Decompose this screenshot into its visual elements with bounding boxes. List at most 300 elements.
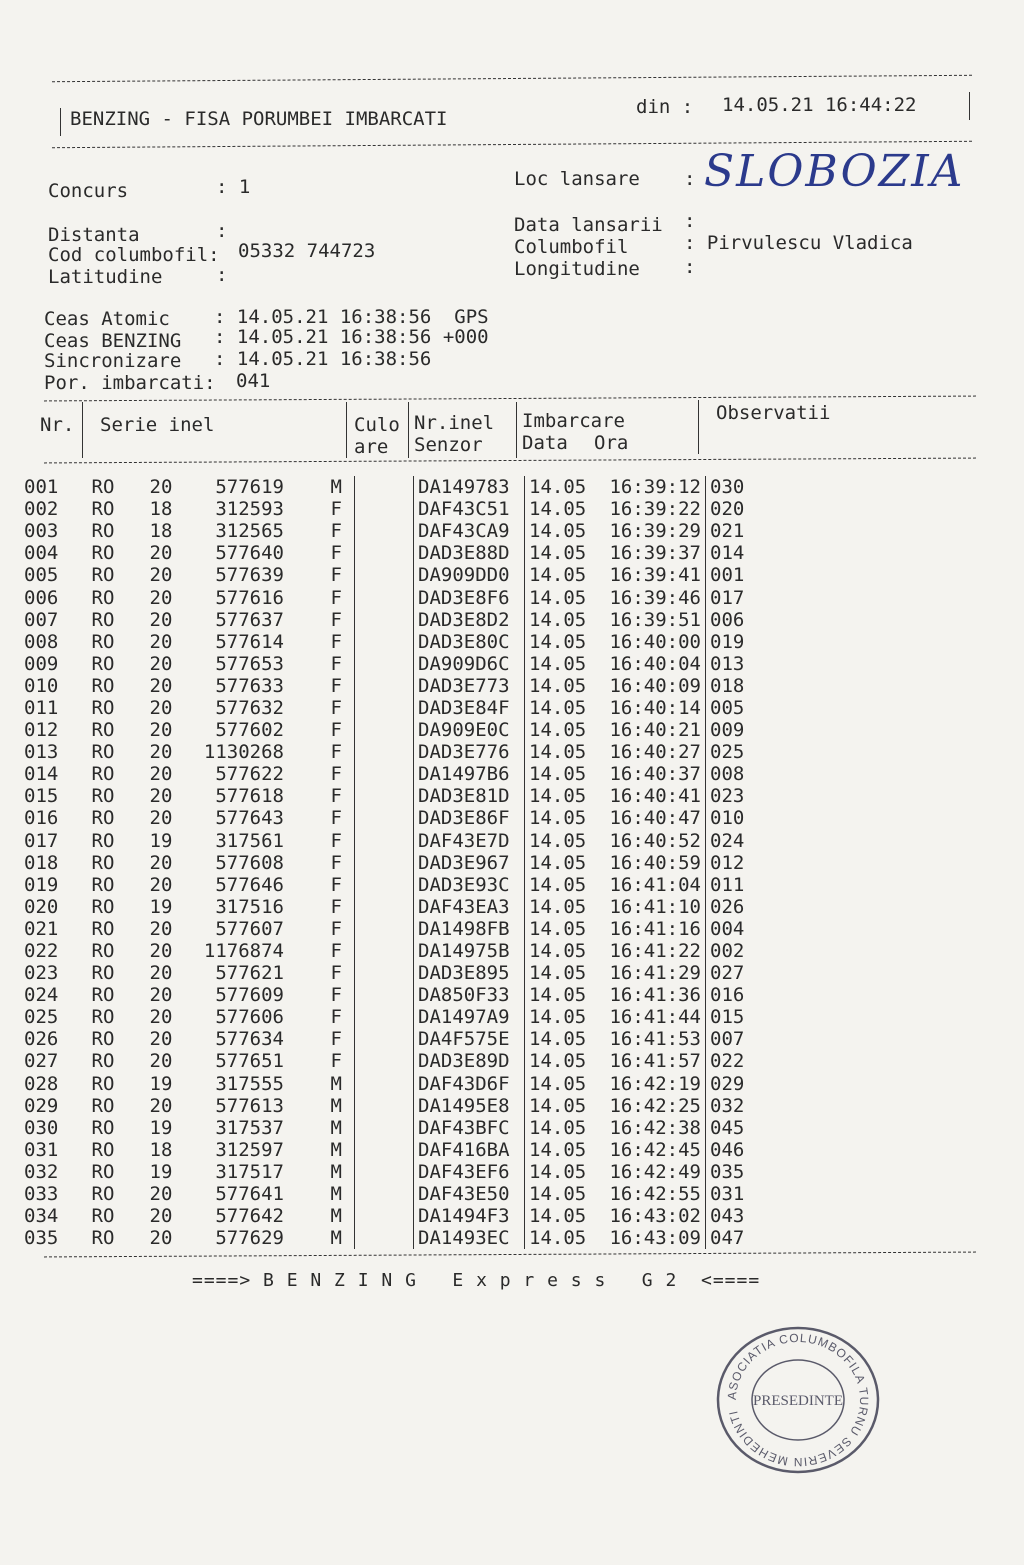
row-year: 20 xyxy=(149,984,173,1007)
row-observatii: 027 xyxy=(706,962,771,984)
row-ring-number: 577629 xyxy=(215,1227,284,1250)
row-year: 20 xyxy=(149,696,173,719)
row-sensor: DAD3E8D2 xyxy=(414,609,525,631)
row-sex: F xyxy=(330,984,342,1007)
row-sex: F xyxy=(330,829,342,852)
row-sex: F xyxy=(330,630,342,653)
row-nr: 015 xyxy=(24,785,59,808)
stamp-center-text: PRESEDINTE xyxy=(753,1393,843,1409)
concurs-value: 1 xyxy=(238,176,251,198)
row-sex: F xyxy=(330,807,342,830)
row-nr: 011 xyxy=(24,696,59,719)
row-ring-number: 577632 xyxy=(215,696,284,719)
row-ring-number: 577641 xyxy=(215,1183,284,1206)
row-year: 19 xyxy=(149,1116,173,1139)
row-country: RO xyxy=(91,652,115,675)
row-time: 16:40:59 xyxy=(609,851,701,874)
row-sex: M xyxy=(330,1205,342,1228)
table-row xyxy=(24,1139,770,1161)
header-top-rule xyxy=(52,75,972,82)
row-ring-number: 1176874 xyxy=(203,940,284,963)
row-sex: F xyxy=(330,917,342,940)
row-sensor: DA909D6C xyxy=(414,653,525,675)
row-sensor: DAD3E89D xyxy=(414,1050,525,1072)
row-nr: 033 xyxy=(24,1183,59,1206)
row-date: 14.05 xyxy=(525,631,596,653)
longitudine-label: Longitudine xyxy=(514,258,640,280)
row-time: 16:42:38 xyxy=(609,1116,701,1139)
col-divider xyxy=(82,402,83,458)
table-row xyxy=(24,984,770,1006)
row-sex: M xyxy=(330,1094,342,1117)
row-color xyxy=(355,763,414,785)
table-row xyxy=(24,763,770,785)
row-sensor: DAD3E895 xyxy=(414,962,525,984)
row-time: 16:39:29 xyxy=(609,520,701,543)
row-ring-number: 577609 xyxy=(215,984,284,1007)
row-time: 16:39:37 xyxy=(609,542,701,565)
row-color xyxy=(355,1139,414,1161)
row-country: RO xyxy=(91,476,115,499)
row-sensor: DAF43EA3 xyxy=(414,896,525,918)
row-time: 16:41:10 xyxy=(609,895,701,918)
row-ring-number: 577621 xyxy=(215,962,284,985)
row-ring-number: 577608 xyxy=(215,851,284,874)
col-header-data: Data xyxy=(522,432,568,454)
row-nr: 034 xyxy=(24,1205,59,1228)
row-observatii: 022 xyxy=(706,1050,771,1072)
ceas-benzing-suffix: +000 xyxy=(442,326,489,348)
row-ring-number: 577618 xyxy=(215,785,284,808)
row-sensor: DA1498FB xyxy=(414,918,525,940)
row-country: RO xyxy=(91,498,115,521)
row-year: 20 xyxy=(149,674,173,697)
row-ring-number: 317517 xyxy=(215,1160,284,1183)
row-date: 14.05 xyxy=(525,940,596,962)
col-divider xyxy=(346,402,347,458)
row-nr: 032 xyxy=(24,1160,59,1183)
row-country: RO xyxy=(91,1006,115,1029)
row-color xyxy=(355,498,414,520)
sincronizare-label: Sincronizare xyxy=(44,350,182,372)
row-observatii: 024 xyxy=(706,830,771,852)
row-color xyxy=(355,564,414,586)
row-observatii: 019 xyxy=(706,631,771,653)
row-nr: 035 xyxy=(24,1227,59,1250)
table-row xyxy=(24,1117,770,1139)
distanta-label: Distanta xyxy=(48,224,140,246)
row-color xyxy=(355,1161,414,1183)
row-ring-number: 577640 xyxy=(215,542,284,565)
row-color xyxy=(355,940,414,962)
row-ring-number: 577616 xyxy=(215,586,284,609)
table-row xyxy=(24,874,770,896)
row-date: 14.05 xyxy=(525,962,596,984)
row-date: 14.05 xyxy=(525,1161,596,1183)
row-ring-number: 577634 xyxy=(215,1028,284,1051)
row-sex: F xyxy=(330,962,342,985)
row-ring-number: 577607 xyxy=(215,917,284,940)
col-divider xyxy=(698,400,699,454)
row-sex: F xyxy=(330,895,342,918)
col-header-nrinel-1: Nr.inel xyxy=(414,412,495,434)
row-year: 20 xyxy=(149,1028,173,1051)
row-color xyxy=(355,653,414,675)
row-time: 16:39:12 xyxy=(609,476,701,499)
row-sex: F xyxy=(330,674,342,697)
row-sex: F xyxy=(330,1050,342,1073)
row-time: 16:40:27 xyxy=(609,741,701,764)
row-time: 16:41:44 xyxy=(609,1006,701,1029)
row-time: 16:41:29 xyxy=(609,962,701,985)
row-sex: F xyxy=(330,741,342,764)
row-country: RO xyxy=(91,1138,115,1161)
row-observatii: 011 xyxy=(706,874,771,896)
row-sex: F xyxy=(330,873,342,896)
row-ring-number: 312597 xyxy=(215,1138,284,1161)
row-color xyxy=(355,697,414,719)
row-country: RO xyxy=(91,696,115,719)
row-sensor: DA1497A9 xyxy=(414,1006,525,1028)
row-date: 14.05 xyxy=(525,1117,596,1139)
loc-lansare-label: Loc lansare xyxy=(514,168,640,190)
row-observatii: 010 xyxy=(706,807,771,829)
row-time: 16:40:52 xyxy=(609,829,701,852)
row-date: 14.05 xyxy=(525,697,596,719)
row-sex: F xyxy=(330,520,342,543)
row-time: 16:42:45 xyxy=(609,1138,701,1161)
row-country: RO xyxy=(91,763,115,786)
row-ring-number: 577637 xyxy=(215,608,284,631)
row-observatii: 032 xyxy=(706,1095,771,1117)
row-time: 16:39:46 xyxy=(609,586,701,609)
row-date: 14.05 xyxy=(525,1050,596,1072)
row-sensor: DAF43D6F xyxy=(414,1073,525,1095)
row-observatii: 017 xyxy=(706,586,771,608)
table-row xyxy=(24,940,770,962)
row-sex: F xyxy=(330,1028,342,1051)
row-observatii: 025 xyxy=(706,741,771,763)
row-ring-number: 577642 xyxy=(215,1205,284,1228)
row-nr: 021 xyxy=(24,917,59,940)
table-row xyxy=(24,785,770,807)
table-row xyxy=(24,1028,770,1050)
row-color xyxy=(355,476,414,498)
cod-label: Cod columbofil: xyxy=(48,244,220,266)
row-ring-number: 577633 xyxy=(215,674,284,697)
row-time: 16:41:53 xyxy=(609,1028,701,1051)
row-observatii: 026 xyxy=(706,896,771,918)
row-sensor: DAD3E84F xyxy=(414,697,525,719)
row-year: 20 xyxy=(149,1183,173,1206)
loc-lansare-handwritten: SLOBOZIA xyxy=(704,146,965,197)
table-row xyxy=(24,1227,770,1249)
row-nr: 012 xyxy=(24,719,59,742)
col-divider xyxy=(408,402,409,458)
row-color xyxy=(355,1183,414,1205)
row-country: RO xyxy=(91,829,115,852)
table-row xyxy=(24,564,770,586)
row-color xyxy=(355,1006,414,1028)
row-sex: F xyxy=(330,785,342,808)
row-ring-number: 577606 xyxy=(215,1006,284,1029)
row-color xyxy=(355,719,414,741)
table-row xyxy=(24,719,770,741)
document-title: BENZING - FISA PORUMBEI IMBARCATI xyxy=(70,108,448,130)
row-time: 16:42:49 xyxy=(609,1160,701,1183)
row-country: RO xyxy=(91,962,115,985)
row-sensor: DAF43EF6 xyxy=(414,1161,525,1183)
row-time: 16:40:41 xyxy=(609,785,701,808)
row-time: 16:41:16 xyxy=(609,917,701,940)
table-row xyxy=(24,476,770,498)
row-date: 14.05 xyxy=(525,1095,596,1117)
row-sex: M xyxy=(330,476,342,499)
row-time: 16:40:47 xyxy=(609,807,701,830)
stamp-ring-text: ASOCIATIA COLUMBOFILA TURNU SEVERIN MEHEDINTI xyxy=(724,1330,872,1470)
porumbei-imbarcati-label: Por. imbarcati: xyxy=(44,372,216,394)
row-year: 19 xyxy=(149,1160,173,1183)
col-header-ora: Ora xyxy=(594,432,629,454)
row-observatii: 046 xyxy=(706,1139,771,1161)
row-date: 14.05 xyxy=(525,1139,596,1161)
row-sensor: DAD3E776 xyxy=(414,741,525,763)
row-sensor: DAD3E86F xyxy=(414,807,525,829)
row-year: 20 xyxy=(149,1094,173,1117)
row-date: 14.05 xyxy=(525,741,596,763)
row-nr: 006 xyxy=(24,586,59,609)
row-color xyxy=(355,520,414,542)
row-observatii: 012 xyxy=(706,852,771,874)
row-year: 20 xyxy=(149,586,173,609)
row-time: 16:39:51 xyxy=(609,608,701,631)
table-row xyxy=(24,631,770,653)
col-header-nr: Nr. xyxy=(40,414,75,436)
header-left-bar xyxy=(60,108,61,136)
row-date: 14.05 xyxy=(525,785,596,807)
row-country: RO xyxy=(91,1205,115,1228)
row-nr: 022 xyxy=(24,940,59,963)
row-year: 20 xyxy=(149,652,173,675)
row-nr: 016 xyxy=(24,807,59,830)
row-ring-number: 577622 xyxy=(215,763,284,786)
row-color xyxy=(355,896,414,918)
row-country: RO xyxy=(91,1160,115,1183)
row-nr: 019 xyxy=(24,873,59,896)
table-row xyxy=(24,741,770,763)
row-color xyxy=(355,741,414,763)
row-color xyxy=(355,1050,414,1072)
row-sex: M xyxy=(330,1138,342,1161)
row-color xyxy=(355,631,414,653)
row-color xyxy=(355,1028,414,1050)
row-sensor: DAD3E967 xyxy=(414,852,525,874)
row-date: 14.05 xyxy=(525,852,596,874)
row-color xyxy=(355,675,414,697)
row-date: 14.05 xyxy=(525,918,596,940)
row-nr: 007 xyxy=(24,608,59,631)
row-year: 20 xyxy=(149,1006,173,1029)
table-row xyxy=(24,675,770,697)
column-header-top-rule xyxy=(44,396,976,402)
row-observatii: 020 xyxy=(706,498,771,520)
row-date: 14.05 xyxy=(525,476,596,498)
row-sex: M xyxy=(330,1116,342,1139)
row-ring-number: 577614 xyxy=(215,630,284,653)
row-country: RO xyxy=(91,1183,115,1206)
row-observatii: 014 xyxy=(706,542,771,564)
table-row xyxy=(24,1050,770,1072)
ceas-benzing-value: 14.05.21 16:38:56 xyxy=(236,326,432,348)
row-time: 16:40:21 xyxy=(609,719,701,742)
row-year: 20 xyxy=(149,476,173,499)
row-sensor: DAF43BFC xyxy=(414,1117,525,1139)
row-time: 16:42:55 xyxy=(609,1183,701,1206)
row-nr: 026 xyxy=(24,1028,59,1051)
row-sex: F xyxy=(330,652,342,675)
row-date: 14.05 xyxy=(525,653,596,675)
row-sensor: DAF43CA9 xyxy=(414,520,525,542)
row-ring-number: 317561 xyxy=(215,829,284,852)
row-ring-number: 577646 xyxy=(215,873,284,896)
row-country: RO xyxy=(91,1050,115,1073)
table-row xyxy=(24,697,770,719)
table-row xyxy=(24,498,770,520)
row-ring-number: 1130268 xyxy=(203,741,284,764)
row-observatii: 031 xyxy=(706,1183,771,1205)
row-date: 14.05 xyxy=(525,609,596,631)
table-row xyxy=(24,962,770,984)
row-country: RO xyxy=(91,851,115,874)
data-lansarii-label: Data lansarii xyxy=(514,214,663,236)
row-nr: 010 xyxy=(24,674,59,697)
row-sensor: DAF416BA xyxy=(414,1139,525,1161)
table-row xyxy=(24,609,770,631)
row-year: 20 xyxy=(149,1205,173,1228)
row-sex: M xyxy=(330,1227,342,1250)
row-time: 16:43:09 xyxy=(609,1227,701,1250)
row-ring-number: 312565 xyxy=(215,520,284,543)
columbofil-value: Pirvulescu Vladica xyxy=(706,232,913,254)
row-sensor: DAD3E93C xyxy=(414,874,525,896)
row-color xyxy=(355,984,414,1006)
row-nr: 018 xyxy=(24,851,59,874)
row-ring-number: 312593 xyxy=(215,498,284,521)
row-sensor: DA850F33 xyxy=(414,984,525,1006)
row-nr: 020 xyxy=(24,895,59,918)
row-time: 16:43:02 xyxy=(609,1205,701,1228)
row-sex: F xyxy=(330,940,342,963)
row-year: 20 xyxy=(149,741,173,764)
row-color xyxy=(355,1205,414,1227)
row-color xyxy=(355,542,414,564)
row-sensor: DAD3E80C xyxy=(414,631,525,653)
row-country: RO xyxy=(91,520,115,543)
row-country: RO xyxy=(91,564,115,587)
row-year: 20 xyxy=(149,807,173,830)
row-ring-number: 577653 xyxy=(215,652,284,675)
table-row xyxy=(24,1095,770,1117)
row-ring-number: 577602 xyxy=(215,719,284,742)
row-ring-number: 577651 xyxy=(215,1050,284,1073)
table-row xyxy=(24,1006,770,1028)
row-country: RO xyxy=(91,807,115,830)
row-color xyxy=(355,1095,414,1117)
row-country: RO xyxy=(91,542,115,565)
row-observatii: 006 xyxy=(706,609,771,631)
row-date: 14.05 xyxy=(525,542,596,564)
row-sensor: DAF43E50 xyxy=(414,1183,525,1205)
row-color xyxy=(355,1227,414,1249)
porumbei-imbarcati-value: 041 xyxy=(236,370,271,392)
row-date: 14.05 xyxy=(525,1028,596,1050)
col-header-imbarcare: Imbarcare xyxy=(522,410,625,432)
col-header-nrinel-2: Senzor xyxy=(414,434,483,456)
row-country: RO xyxy=(91,785,115,808)
row-sex: F xyxy=(330,608,342,631)
row-year: 18 xyxy=(149,520,173,543)
row-date: 14.05 xyxy=(525,763,596,785)
ceas-atomic-value: 14.05.21 16:38:56 xyxy=(236,306,432,328)
row-observatii: 008 xyxy=(706,763,771,785)
row-country: RO xyxy=(91,1094,115,1117)
row-ring-number: 577619 xyxy=(215,476,284,499)
row-year: 20 xyxy=(149,542,173,565)
row-time: 16:40:14 xyxy=(609,696,701,719)
row-nr: 023 xyxy=(24,962,59,985)
col-header-culoare-2: are xyxy=(354,436,389,458)
row-nr: 003 xyxy=(24,520,59,543)
row-nr: 009 xyxy=(24,652,59,675)
table-row xyxy=(24,852,770,874)
row-year: 19 xyxy=(149,895,173,918)
row-nr: 008 xyxy=(24,630,59,653)
row-sex: F xyxy=(330,696,342,719)
row-date: 14.05 xyxy=(525,675,596,697)
row-sex: F xyxy=(330,1006,342,1029)
col-header-observatii: Observatii xyxy=(716,402,831,424)
row-observatii: 023 xyxy=(706,785,771,807)
latitudine-label: Latitudine xyxy=(48,266,163,288)
row-observatii: 029 xyxy=(706,1073,771,1095)
row-date: 14.05 xyxy=(525,984,596,1006)
row-observatii: 021 xyxy=(706,520,771,542)
row-color xyxy=(355,1073,414,1095)
row-year: 19 xyxy=(149,829,173,852)
table-row xyxy=(24,542,770,564)
row-country: RO xyxy=(91,917,115,940)
row-sex: F xyxy=(330,498,342,521)
row-observatii: 004 xyxy=(706,918,771,940)
row-nr: 029 xyxy=(24,1094,59,1117)
row-nr: 028 xyxy=(24,1072,59,1095)
row-country: RO xyxy=(91,940,115,963)
header-right-bar xyxy=(969,92,970,120)
row-sex: F xyxy=(330,586,342,609)
ceas-atomic-label: Ceas Atomic xyxy=(44,308,170,330)
row-date: 14.05 xyxy=(525,498,596,520)
row-year: 20 xyxy=(149,1050,173,1073)
row-ring-number: 577643 xyxy=(215,807,284,830)
association-stamp xyxy=(714,1325,882,1475)
row-year: 20 xyxy=(149,917,173,940)
row-sensor: DAF43C51 xyxy=(414,498,525,520)
row-nr: 002 xyxy=(24,498,59,521)
columbofil-label: Columbofil xyxy=(514,236,629,258)
row-country: RO xyxy=(91,895,115,918)
print-timestamp: 14.05.21 16:44:22 xyxy=(722,94,917,116)
row-year: 20 xyxy=(149,630,173,653)
